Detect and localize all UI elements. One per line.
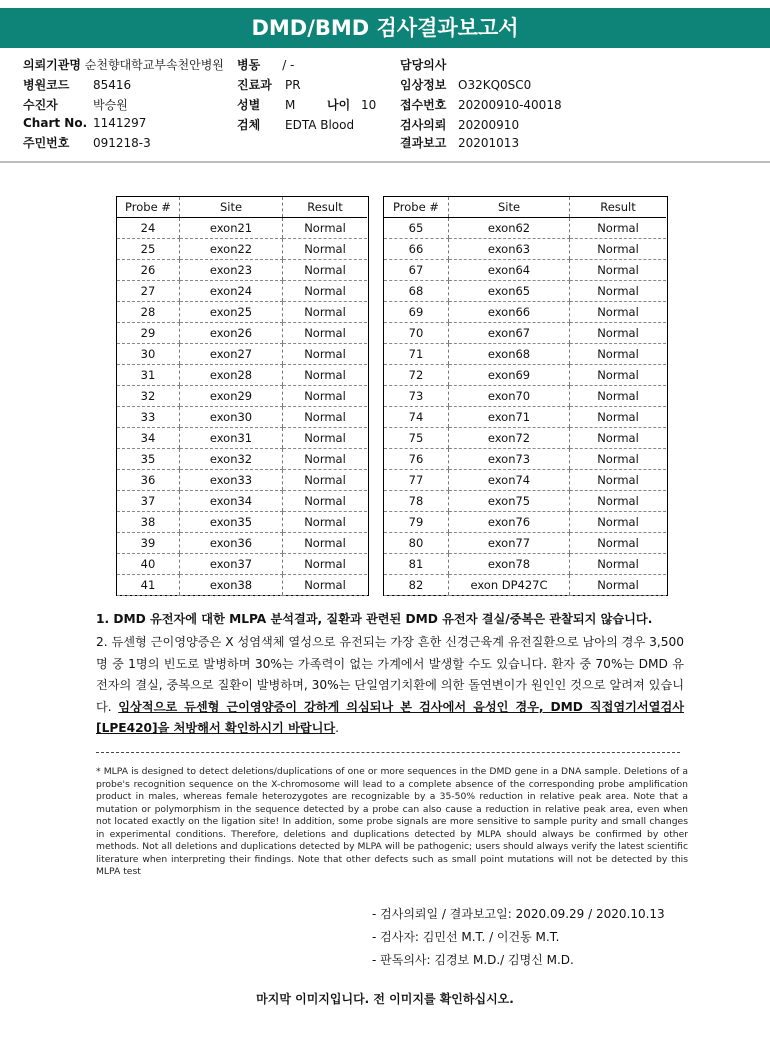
table-row xyxy=(384,302,666,323)
site-cell: exon26 xyxy=(180,323,283,344)
site-cell: exon65 xyxy=(449,281,570,302)
site-cell: exon72 xyxy=(449,428,570,449)
site-cell: exon DP427C xyxy=(449,575,570,596)
site-cell: exon36 xyxy=(180,533,283,554)
probe-number: 81 xyxy=(384,554,449,575)
column-header-result: Result xyxy=(570,197,667,218)
probe-number: 30 xyxy=(117,344,180,365)
site-cell: exon28 xyxy=(180,365,283,386)
report-title: DMD/BMD 검사결과보고서 xyxy=(0,8,770,48)
result-cell: Normal xyxy=(570,407,667,428)
interpretation-text: 2. 듀센형 근이영양증은 X 성염색체 열성으로 유전되는 가장 흔한 신경근육계 유전질환으로 남아의 경우 3,500명 중 1명의 빈도로 발병하며 30%는 가족력이 없는 가계에서 발생할 수도 있습니다. 환자 중 70%는 DMD 유전자의 결실, 중복으로 질환이 발병하며, 30%는 단일염기치환에 의한 돌연변이가 원인인 것으로 알려져 있습니다. xyxy=(96,635,684,714)
request-value: 20200910 xyxy=(458,118,520,132)
probe-number: 75 xyxy=(384,428,449,449)
result-cell: Normal xyxy=(570,554,667,575)
probe-number: 37 xyxy=(117,491,180,512)
table-row xyxy=(117,239,367,260)
header-divider xyxy=(0,161,770,163)
interpretation-end: . xyxy=(335,721,340,736)
site-cell: exon71 xyxy=(449,407,570,428)
table-row xyxy=(117,575,367,596)
result-cell: Normal xyxy=(283,512,368,533)
probe-table-right xyxy=(384,197,666,596)
result-cell: Normal xyxy=(570,344,667,365)
site-cell: exon76 xyxy=(449,512,570,533)
probe-number: 29 xyxy=(117,323,180,344)
table-row xyxy=(117,365,367,386)
site-cell: exon77 xyxy=(449,533,570,554)
probe-number: 72 xyxy=(384,365,449,386)
probe-number: 27 xyxy=(117,281,180,302)
table-row xyxy=(117,344,367,365)
mlpa-footnote: * MLPA is designed to detect deletions/duplications of one or more sequences in the DMD gene in a DNA sample. Deletions of a probe's recognition sequence on the X-chromosome will lead to a complete absence of the corresponding probe amplification product in males, whereas female heterozygotes are recognizable by a 35-50% reduction in relative peak area. Note that a mutation or polymorphism in the sequence detected by a probe can also cause a reduction in relative peak area, even when not located exactly on the ligation site! In addition, some probe signals are more sensitive to sample purity and small changes in experimental conditions. Therefore, deletions and duplications detected by MLPA should always be confirmed by other methods. Not all deletions and duplications detected by MLPA will be pathogenic; users should always verify the latest scientific literature when interpreting their findings. Note that other defects such as small point mutations will not be detected by this MLPA test xyxy=(96,766,688,877)
sex-label: 성별 xyxy=(237,98,261,112)
age-value: 10 xyxy=(361,98,377,112)
chart-value: 1141297 xyxy=(93,116,147,130)
probe-number: 67 xyxy=(384,260,449,281)
probe-number: 73 xyxy=(384,386,449,407)
result-cell: Normal xyxy=(570,533,667,554)
clinical-label: 임상정보 xyxy=(400,78,447,92)
probe-number: 38 xyxy=(117,512,180,533)
result-cell: Normal xyxy=(283,491,368,512)
probe-number: 32 xyxy=(117,386,180,407)
site-cell: exon32 xyxy=(180,449,283,470)
site-cell: exon25 xyxy=(180,302,283,323)
site-cell: exon21 xyxy=(180,218,283,239)
result-cell: Normal xyxy=(283,218,368,239)
result-cell: Normal xyxy=(570,365,667,386)
site-cell: exon23 xyxy=(180,260,283,281)
probe-number: 35 xyxy=(117,449,180,470)
result-cell: Normal xyxy=(570,386,667,407)
table-row xyxy=(117,302,367,323)
clinical-value: O32KQ0SC0 xyxy=(458,78,532,92)
probe-number: 69 xyxy=(384,302,449,323)
column-header-site: Site xyxy=(180,197,283,218)
column-header-probe: Probe # xyxy=(117,197,180,218)
site-cell: exon67 xyxy=(449,323,570,344)
site-cell: exon37 xyxy=(180,554,283,575)
result-cell: Normal xyxy=(570,323,667,344)
result-cell: Normal xyxy=(283,449,368,470)
table-row xyxy=(384,260,666,281)
institution-label: 의뢰기관명 xyxy=(23,58,81,72)
table-row xyxy=(117,386,367,407)
site-cell: exon74 xyxy=(449,470,570,491)
reader-line: - 판독의사: 김경보 M.D./ 김명신 M.D. xyxy=(372,953,574,967)
table-row xyxy=(384,218,666,239)
table-row xyxy=(117,491,367,512)
site-cell: exon31 xyxy=(180,428,283,449)
table-row xyxy=(117,470,367,491)
table-row xyxy=(384,344,666,365)
hospital-code-value: 85416 xyxy=(93,78,132,92)
probe-number: 77 xyxy=(384,470,449,491)
column-header-result: Result xyxy=(283,197,368,218)
table-row xyxy=(117,218,367,239)
result-cell: Normal xyxy=(283,533,368,554)
patient-value: 박승원 xyxy=(93,98,128,112)
result-cell: Normal xyxy=(283,239,368,260)
interpretation-line-1: 1. DMD 유전자에 대한 MLPA 분석결과, 질환과 관련된 DMD 유전자 결실/중복은 관찰되지 않습니다. xyxy=(96,612,653,626)
table-row xyxy=(384,239,666,260)
site-cell: exon66 xyxy=(449,302,570,323)
probe-number: 24 xyxy=(117,218,180,239)
table-row xyxy=(384,407,666,428)
site-cell: exon62 xyxy=(449,218,570,239)
site-cell: exon63 xyxy=(449,239,570,260)
doctor-label: 담당의사 xyxy=(400,58,447,72)
site-cell: exon78 xyxy=(449,554,570,575)
probe-table-left xyxy=(117,197,367,596)
site-cell: exon24 xyxy=(180,281,283,302)
result-cell: Normal xyxy=(570,281,667,302)
table-row xyxy=(384,323,666,344)
interpretation-line-2 xyxy=(96,632,684,740)
table-row xyxy=(384,512,666,533)
probe-number: 25 xyxy=(117,239,180,260)
age-label: 나이 xyxy=(327,98,351,112)
table-row xyxy=(384,365,666,386)
ward-label: 병동 xyxy=(237,58,261,72)
probe-number: 65 xyxy=(384,218,449,239)
site-cell: exon70 xyxy=(449,386,570,407)
probe-number: 40 xyxy=(117,554,180,575)
probe-number: 28 xyxy=(117,302,180,323)
site-cell: exon22 xyxy=(180,239,283,260)
table-row xyxy=(384,449,666,470)
site-cell: exon75 xyxy=(449,491,570,512)
probe-number: 36 xyxy=(117,470,180,491)
table-row xyxy=(117,428,367,449)
request-label: 검사의뢰 xyxy=(400,118,447,132)
probe-number: 70 xyxy=(384,323,449,344)
probe-number: 80 xyxy=(384,533,449,554)
site-cell: exon73 xyxy=(449,449,570,470)
probe-number: 68 xyxy=(384,281,449,302)
sex-value: M xyxy=(285,98,296,112)
table-row xyxy=(117,449,367,470)
result-cell: Normal xyxy=(283,344,368,365)
probe-number: 26 xyxy=(117,260,180,281)
report-value: 20201013 xyxy=(458,136,520,150)
result-cell: Normal xyxy=(570,449,667,470)
site-cell: exon69 xyxy=(449,365,570,386)
result-cell: Normal xyxy=(283,386,368,407)
column-header-probe: Probe # xyxy=(384,197,449,218)
result-cell: Normal xyxy=(283,302,368,323)
site-cell: exon34 xyxy=(180,491,283,512)
institution-value: 순천향대학교부속천안병원 xyxy=(84,58,224,72)
table-row xyxy=(117,323,367,344)
chart-label: Chart No. xyxy=(23,116,88,130)
dept-value: PR xyxy=(285,78,301,92)
table-row xyxy=(117,533,367,554)
probe-number: 76 xyxy=(384,449,449,470)
probe-number: 71 xyxy=(384,344,449,365)
probe-number: 79 xyxy=(384,512,449,533)
result-cell: Normal xyxy=(570,260,667,281)
probe-number: 34 xyxy=(117,428,180,449)
result-cell: Normal xyxy=(570,470,667,491)
result-cell: Normal xyxy=(283,323,368,344)
table-row xyxy=(384,533,666,554)
table-row xyxy=(384,575,666,596)
result-cell: Normal xyxy=(570,512,667,533)
rrn-value: 091218-3 xyxy=(93,136,151,150)
ward-value: / - xyxy=(282,58,295,72)
result-cell: Normal xyxy=(570,302,667,323)
result-cell: Normal xyxy=(570,428,667,449)
result-cell: Normal xyxy=(283,365,368,386)
accession-value: 20200910-40018 xyxy=(458,98,562,112)
dept-label: 진료과 xyxy=(237,78,272,92)
result-cell: Normal xyxy=(283,575,368,596)
probe-number: 41 xyxy=(117,575,180,596)
final-page-note: 마지막 이미지입니다. 전 이미지를 확인하십시오. xyxy=(256,992,514,1006)
section-divider xyxy=(96,752,680,753)
result-cell: Normal xyxy=(283,260,368,281)
probe-number: 31 xyxy=(117,365,180,386)
table-row xyxy=(117,281,367,302)
site-cell: exon29 xyxy=(180,386,283,407)
table-row xyxy=(117,260,367,281)
site-cell: exon27 xyxy=(180,344,283,365)
probe-number: 78 xyxy=(384,491,449,512)
result-cell: Normal xyxy=(283,281,368,302)
rrn-label: 주민번호 xyxy=(23,136,70,150)
probe-number: 82 xyxy=(384,575,449,596)
table-row xyxy=(384,386,666,407)
result-cell: Normal xyxy=(570,239,667,260)
probe-number: 33 xyxy=(117,407,180,428)
specimen-value: EDTA Blood xyxy=(285,118,355,132)
hospital-code-label: 병원코드 xyxy=(23,78,70,92)
site-cell: exon38 xyxy=(180,575,283,596)
site-cell: exon33 xyxy=(180,470,283,491)
table-row xyxy=(384,491,666,512)
site-cell: exon68 xyxy=(449,344,570,365)
specimen-label: 검체 xyxy=(237,118,261,132)
interpretation-recommendation: 임상적으로 듀센형 근이영양증이 강하게 의심되나 본 검사에서 음성인 경우, DMD 직접염기서열검사 [LPE420]을 처방해서 확인하시기 바랍니다 xyxy=(96,699,684,736)
result-cell: Normal xyxy=(283,470,368,491)
result-cell: Normal xyxy=(570,491,667,512)
site-cell: exon30 xyxy=(180,407,283,428)
probe-number: 66 xyxy=(384,239,449,260)
table-row xyxy=(117,407,367,428)
report-label: 결과보고 xyxy=(400,136,447,150)
result-cell: Normal xyxy=(570,218,667,239)
table-row xyxy=(384,428,666,449)
site-cell: exon64 xyxy=(449,260,570,281)
patient-label: 수진자 xyxy=(23,98,58,112)
column-header-site: Site xyxy=(449,197,570,218)
table-row xyxy=(384,554,666,575)
result-cell: Normal xyxy=(570,575,667,596)
result-cell: Normal xyxy=(283,554,368,575)
table-row xyxy=(384,281,666,302)
table-row xyxy=(117,554,367,575)
report-dates: - 검사의뢰일 / 결과보고일: 2020.09.29 / 2020.10.13 xyxy=(372,907,665,921)
probe-number: 74 xyxy=(384,407,449,428)
probe-number: 39 xyxy=(117,533,180,554)
site-cell: exon35 xyxy=(180,512,283,533)
table-row xyxy=(117,512,367,533)
examiner-line: - 검사자: 김민선 M.T. / 이건동 M.T. xyxy=(372,930,560,944)
result-cell: Normal xyxy=(283,428,368,449)
result-cell: Normal xyxy=(283,407,368,428)
table-row xyxy=(384,470,666,491)
accession-label: 접수번호 xyxy=(400,98,447,112)
